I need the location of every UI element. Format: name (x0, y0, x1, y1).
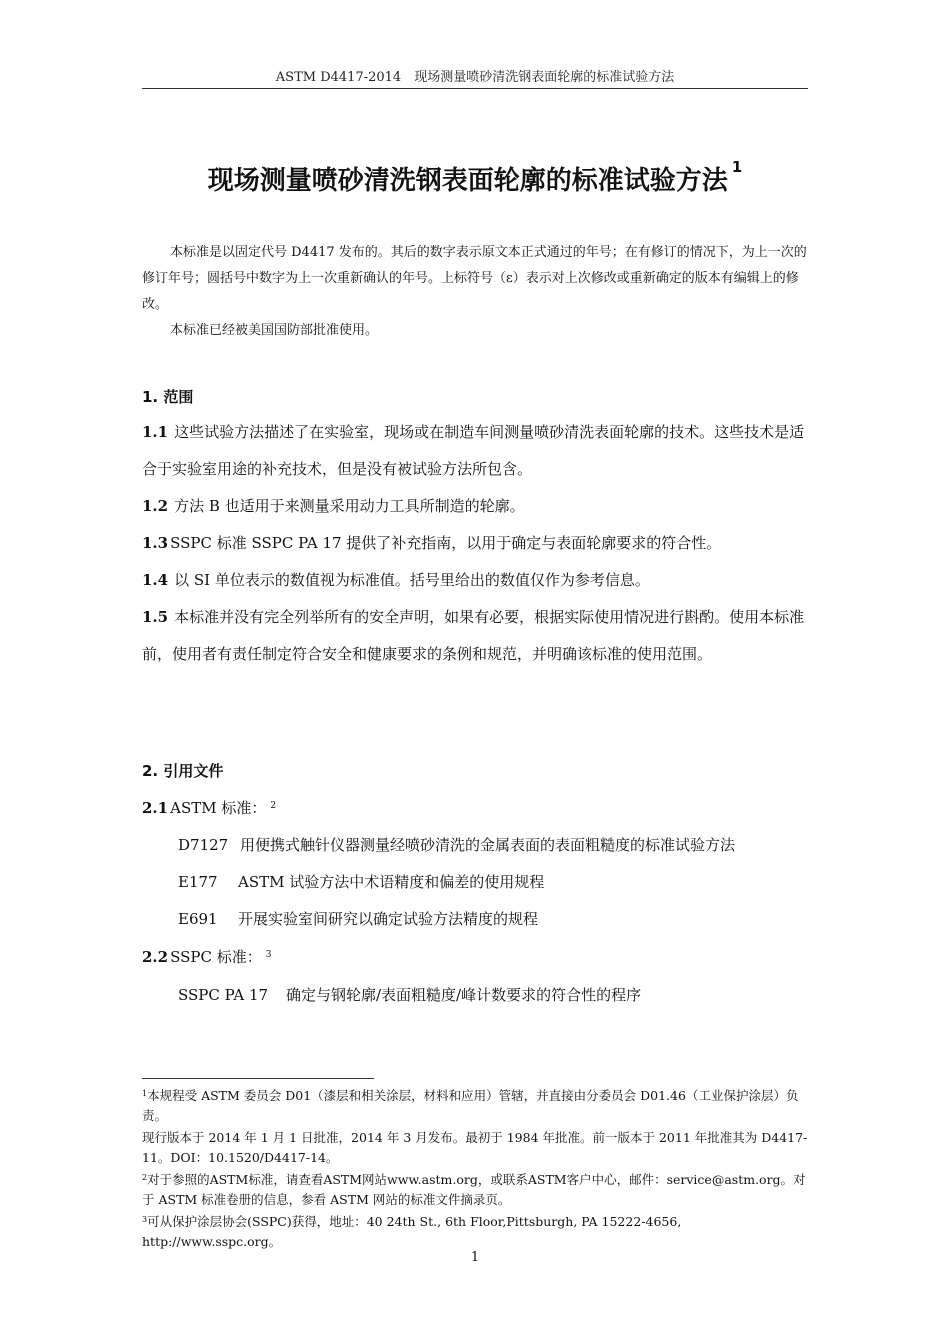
clause-1-3 (142, 525, 808, 562)
section-1-heading: 1. 范围 (142, 388, 194, 406)
footnote-text: 可从保护涂层协会(SSPC)获得，地址：40 24th St., 6th Floor,Pittsburgh, PA 15222-4656, http://www.sspc.org。 (142, 1214, 682, 1249)
reference-code: E177 (178, 873, 218, 891)
clause-number: 1.4 (142, 571, 169, 589)
reference-title: 开展实验室间研究以确定试验方法精度的规程 (238, 910, 539, 928)
title-footnote-mark: 1 (731, 158, 743, 176)
intro-paragraph: 本标准已经被美国国防部批准使用。 (170, 323, 379, 338)
reference-title: 确定与钢轮廓/表面粗糙度/峰计数要求的符合性的程序 (286, 986, 642, 1004)
footnote-mark: 1 (142, 1089, 148, 1098)
footnote-mark: 3 (265, 950, 272, 960)
footnote-mark: 2 (142, 1173, 148, 1182)
page-number: 1 (470, 1250, 480, 1265)
clause-number: 1.5 (142, 608, 169, 626)
clause-text: 本标准并没有完全列举所有的安全声明，如果有必要，根据实际使用情况进行斟酌。使用本标准前，使用者有责任制定符合安全和健康要求的条例和规范，并明确该标准的使用范围。 (142, 608, 805, 663)
clause-text: ASTM 标准： (170, 799, 267, 817)
footnote (142, 1212, 808, 1252)
footnote-rule (142, 1078, 374, 1079)
clause-number: 2.2 (142, 948, 169, 966)
clause-number: 1.2 (142, 497, 169, 515)
clause-text: SSPC 标准： (170, 948, 262, 966)
clause-1-5 (142, 599, 808, 673)
footnote-text: 本规程受 ASTM 委员会 D01（漆层和相关涂层，材料和应用）管辖，并直接由分委员会 D01.46（工业保护涂层）负责。 (142, 1088, 799, 1123)
title-text: 现场测量喷砂清洗钢表面轮廓的标准试验方法 (207, 166, 728, 196)
reference-title: 用便携式触针仪器测量经喷砂清洗的金属表面的表面粗糙度的标准试验方法 (240, 836, 736, 854)
footnote (142, 1170, 808, 1210)
clause-number: 2.1 (142, 799, 169, 817)
section-2-1 (142, 790, 808, 827)
clause-number: 1.1 (142, 423, 169, 441)
reference-code: D7127 (178, 836, 229, 854)
intro (142, 240, 808, 344)
footnote-mark: 3 (142, 1215, 148, 1224)
running-header: ASTM D4417-2014 现场测量喷砂清洗钢表面轮廓的标准试验方法 (275, 70, 675, 85)
footnote (142, 1128, 808, 1168)
footnotes (142, 1086, 808, 1254)
footnote-mark: 2 (270, 801, 277, 811)
section-1-body (142, 414, 808, 673)
footnote-text: 现行版本于 2014 年 1 月 1 日批准，2014 年 3 月发布。最初于 1984 年批准。前一版本于 2011 年批准其为 D4417-11。DOI：10.1520/D4417-14。 (142, 1130, 808, 1165)
header-rule (142, 88, 808, 89)
reference-code: SSPC PA 17 (178, 986, 269, 1004)
clause-text: 以 SI 单位表示的数值视为标准值。括号里给出的数值仅作为参考信息。 (174, 571, 650, 589)
section-2-heading: 2. 引用文件 (142, 762, 224, 780)
section-2-2 (142, 939, 808, 976)
clause-text: 方法 B 也适用于来测量采用动力工具所制造的轮廓。 (174, 497, 525, 515)
reference-row (178, 984, 641, 1005)
footnote (142, 1086, 808, 1126)
reference-row (178, 908, 538, 929)
reference-row (178, 871, 544, 892)
intro-paragraph: 本标准是以固定代号 D4417 发布的。其后的数字表示原文本正式通过的年号；在有修订的情况下，为上一次的修订年号；圆括号中数字为上一次重新确认的年号。上标符号（ε）表示对上次修改或重新确定的版本有编辑上的修改。 (142, 245, 807, 312)
footnote-text: 对于参照的ASTM标准，请查看ASTM网站www.astm.org，或联系ASTM客户中心，邮件：service@astm.org。对于 ASTM 标准卷册的信息，参看 ASTM 网站的标准文件摘录页。 (142, 1172, 806, 1207)
reference-title: ASTM 试验方法中术语精度和偏差的使用规程 (238, 873, 545, 891)
clause-1-4 (142, 562, 808, 599)
clause-text: SSPC 标准 SSPC PA 17 提供了补充指南，以用于确定与表面轮廓要求的符合性。 (170, 534, 722, 552)
clause-1-1 (142, 414, 808, 488)
document-title (142, 160, 808, 197)
clause-1-2 (142, 488, 808, 525)
clause-text: 这些试验方法描述了在实验室，现场或在制造车间测量喷砂清洗表面轮廓的技术。这些技术是适合于实验室用途的补充技术，但是没有被试验方法所包含。 (142, 423, 805, 478)
clause-number: 1.3 (142, 534, 169, 552)
reference-row (178, 834, 735, 855)
reference-code: E691 (178, 910, 218, 928)
